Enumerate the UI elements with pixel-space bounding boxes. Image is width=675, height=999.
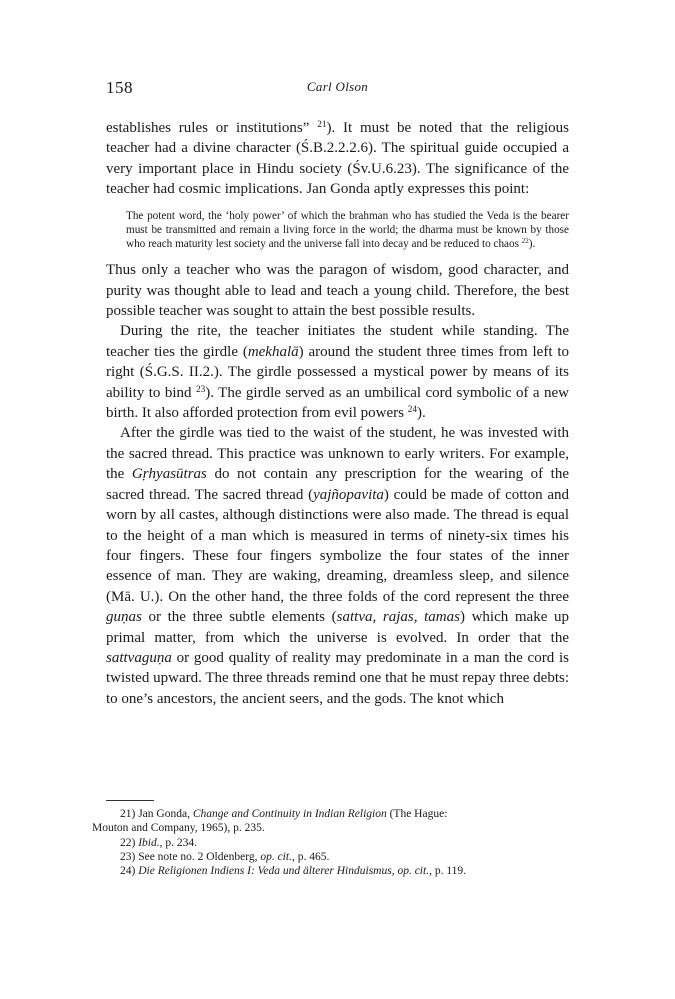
footnote-rule — [106, 800, 154, 801]
text-run: ) which make up primal matter, from which the universe is evolved. In order that the — [106, 609, 569, 646]
paragraph-1 — [106, 118, 569, 200]
term-gunas: guṇas — [106, 609, 142, 626]
text-run: During the rite, the teacher initiates the student while standing. The teacher ties the girdle ( — [106, 323, 569, 360]
text-run: 23) See note no. 2 Oldenberg, — [120, 850, 261, 863]
footnotes — [92, 800, 569, 878]
page-number: 158 — [106, 78, 133, 97]
footnote-title: Die Religionen Indiens I: Veda und älterer Hinduismus, op. cit. — [138, 865, 430, 878]
text-run: 22) — [120, 836, 139, 849]
running-title: Carl Olson — [306, 79, 369, 94]
text-run: The potent word, the ‘holy power’ of which the brahman who has studied the Veda is the bearer must be transmitted and remain a living force in the world; the dharma must be known by those who reach maturity lest society and the universe fall into decay and be reduced to chaos — [126, 209, 569, 251]
term-mekhala: mekhalā — [247, 343, 299, 360]
text-run: After the girdle was tied to the waist of the student, he was invested with the sacred thread. This practice was unknown to early writers. For example, the — [106, 425, 569, 483]
term-sattvaguna: sattvaguṇa — [106, 649, 172, 666]
text-run: ). — [417, 405, 426, 422]
footnote-ref-22: 22 — [521, 237, 529, 246]
footnote-title: Change and Continuity in Indian Religion — [192, 808, 387, 820]
footnote-24 — [106, 864, 569, 878]
text-run: ). — [528, 238, 536, 251]
text-run: ) around the student three times from left to right (Ś.G.S. II.2.). The girdle possessed a mystical power by means of its ability to bind — [106, 343, 569, 401]
footnote-ref-24: 24 — [407, 404, 418, 415]
footnote-title: op. cit. — [260, 850, 292, 863]
text-run: ). The girdle served as an umbilical cord symbolic of a new birth. It also afforded protection from evil powers — [106, 384, 569, 422]
text-run: Mouton and Company, 1965), p. 235. — [92, 822, 265, 835]
text-run: (The Hague: — [386, 808, 448, 820]
text-run: ) could be made of cotton and worn by all castes, although distinctions were also made. The thread is equal to the height of a man which is measured in terms of ninety-six times his four fingers. These four fingers symbolize the four states of the inner essence of man. They are waking, dreaming, dreamless sleep, and silence (Mā. U.). On the other hand, the three folds of the cord represent the three — [106, 486, 569, 605]
page-header — [106, 78, 569, 98]
footnote-ref-21: 21 — [317, 119, 327, 130]
text-run: or good quality of reality may predominate in a man the cord is twisted upward. The three threads remind one that he must repay three debts: to one’s ancestors, the ancient seers, and the gods. The knot which — [106, 649, 569, 707]
text-run: 24) — [120, 865, 139, 878]
footnote-22 — [106, 836, 569, 850]
paragraph-2: Thus only a teacher who was the paragon of wisdom, good character, and purity was thought able to lead and teach a young child. Therefore, the best possible teacher was sought to attain the best possible results. — [106, 262, 569, 320]
text-run: ). It must be noted that the religious teacher had a divine character (Ś.B.2.2.2.6). The spiritual guide occupied a very important place in Hindu society (Śv.U.6.23). The significance of the teacher had cosmic implications. Jan Gonda aptly expresses this point: — [106, 120, 570, 198]
footnote-ref-23: 23 — [195, 384, 206, 395]
footnote-23 — [106, 850, 569, 864]
text-run: , p. 119. — [429, 865, 467, 878]
text-run: establishes rules or institutions” — [106, 120, 318, 136]
block-quote — [126, 209, 569, 252]
term-sattva-rajas-tamas: sattva, rajas, tamas — [336, 609, 460, 626]
term-grhyasutras: Gṛhyasūtras — [131, 466, 207, 483]
text-run: , p. 465. — [291, 850, 330, 863]
paragraph-4 — [106, 423, 569, 709]
text-run: , p. 234. — [159, 836, 197, 849]
text-run: do not contain any prescription for the wearing of the sacred thread. The sacred thread ( — [106, 466, 569, 503]
paragraph-3 — [106, 321, 569, 423]
term-yajnopavita: yajñopavita — [313, 486, 384, 503]
body-text — [106, 118, 569, 709]
text-run: 21) Jan Gonda, — [120, 808, 193, 820]
footnote-21 — [92, 807, 569, 836]
footnote-title: Ibid. — [138, 836, 160, 849]
text-run: or the three subtle elements ( — [141, 609, 337, 626]
